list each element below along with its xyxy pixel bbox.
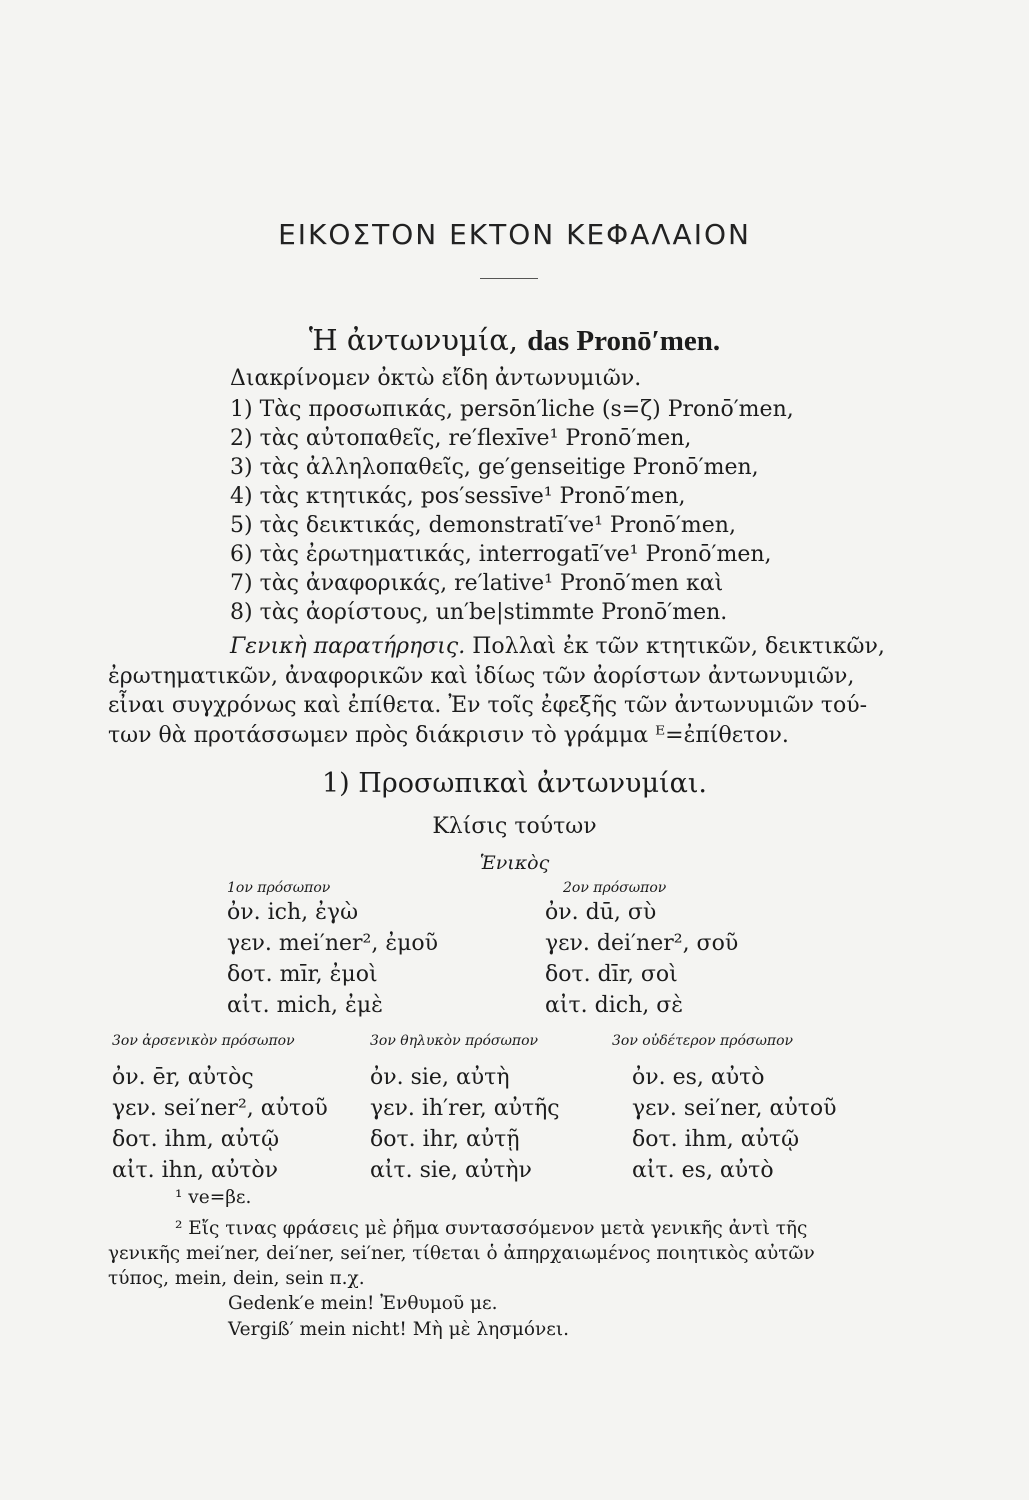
list-item: 8) τὰς ἀορίστους, un′be|stimmte Pronō′men. bbox=[230, 600, 728, 625]
footnote-2-line: γενικῆς mei′ner, dei′ner, sei′ner, τίθεται ὁ ἀπηρχαιωμένος ποιητικὸς αὐτῶν bbox=[108, 1243, 815, 1264]
declension-row: αἰτ. dich, σὲ bbox=[545, 993, 684, 1018]
person3-fem-column bbox=[370, 1062, 560, 1186]
remark-line: ἐρωτηματικῶν, ἀναφορικῶν καὶ ἰδίως τῶν ἀορίστων ἀντωνυμιῶν, bbox=[108, 663, 855, 689]
declension-row: αἰτ. sie, αὐτὴν bbox=[370, 1158, 532, 1183]
section-title: 1) Προσωπικαὶ ἀντωνυμίαι. bbox=[322, 768, 707, 799]
declension-row: ὀν. ich, ἐγὼ bbox=[227, 900, 359, 925]
remark-line: των θὰ προτάσσωμεν πρὸς διάκρισιν τὸ γράμμα ᴱ=ἐπίθετον. bbox=[108, 722, 789, 748]
main-title-greek: Ἡ ἀντωνυμία, bbox=[308, 323, 519, 357]
pronoun-type-list bbox=[230, 395, 794, 627]
footnote-2: ² Εἴς τινας φράσεις μὲ ῥῆμα συντασσόμενον μετὰ γενικῆς ἀντὶ τῆς bbox=[175, 1218, 808, 1239]
list-item: 5) τὰς δεικτικάς, demonstratī′ve¹ Pronō′men, bbox=[230, 513, 736, 538]
declension-row: αἰτ. ihn, αὐτὸν bbox=[112, 1158, 279, 1183]
person2-header: 2ον πρόσωπον bbox=[563, 880, 667, 896]
list-item: 6) τὰς ἐρωτηματικάς, interrogatī′ve¹ Pronō′men, bbox=[230, 542, 772, 567]
declension-row: ὀν. dū, σὺ bbox=[545, 900, 657, 925]
list-item: 3) τὰς ἀλληλοπαθεῖς, ge′genseitige Pronō′men, bbox=[230, 455, 759, 480]
declension-row: γεν. mei′ner², ἐμοῦ bbox=[227, 931, 439, 956]
declension-row: δοτ. ihm, αὐτῷ bbox=[112, 1127, 280, 1152]
remark-label: Γενικὴ παρατήρησις. bbox=[230, 634, 466, 659]
footnote-example: Vergiß′ mein nicht! Μὴ μὲ λησμόνει. bbox=[228, 1319, 570, 1340]
singular-label: Ἑνικὸς bbox=[479, 852, 550, 874]
person3-neut-header: 3ον οὐδέτερον πρόσωπον bbox=[612, 1033, 794, 1049]
declension-row: γεν. dei′ner², σοῦ bbox=[545, 931, 739, 956]
remark-line: Πολλαὶ ἐκ τῶν κτητικῶν, δεικτικῶν, bbox=[472, 634, 885, 659]
person3-neut-column bbox=[632, 1062, 837, 1186]
list-item: 7) τὰς ἀναφορικάς, re′lative¹ Pronō′men καὶ bbox=[230, 571, 724, 596]
declension-row: δοτ. ihm, αὐτῷ bbox=[632, 1127, 800, 1152]
declension-row: δοτ. mīr, ἐμοὶ bbox=[227, 962, 378, 987]
declension-row: γεν. sei′ner², αὐτοῦ bbox=[112, 1096, 328, 1121]
person2-column bbox=[545, 897, 738, 1021]
footnote-2-line: τύπος, mein, dein, sein π.χ. bbox=[108, 1268, 365, 1289]
declension-row: αἰτ. mich, ἐμὲ bbox=[227, 993, 383, 1018]
declension-row: ὀν. es, αὐτὸ bbox=[632, 1065, 765, 1090]
declension-row: αἰτ. es, αὐτὸ bbox=[632, 1158, 774, 1183]
list-item: 4) τὰς κτητικάς, pos′sessīve¹ Pronō′men, bbox=[230, 484, 686, 509]
list-item: 2) τὰς αὐτοπαθεῖς, re′flexīve¹ Pronō′men, bbox=[230, 426, 692, 451]
main-title-german: das Pronō′men. bbox=[527, 325, 721, 357]
declension-row: ὀν. ēr, αὐτὸς bbox=[112, 1065, 254, 1090]
list-item: 1) Τὰς προσωπικάς, persōn′liche (s=ζ) Pronō′men, bbox=[230, 397, 794, 422]
declension-title: Κλίσις τούτων bbox=[432, 814, 597, 839]
intro-line: Διακρίνομεν ὀκτὼ εἴδη ἀντωνυμιῶν. bbox=[230, 366, 642, 391]
chapter-title: ΕΙΚΟΣΤΟΝ ΕΚΤΟΝ ΚΕΦΑΛΑΙΟΝ bbox=[278, 218, 751, 251]
person3-fem-header: 3ον θηλυκὸν πρόσωπον bbox=[370, 1033, 539, 1049]
footnote-1: ¹ ve=βε. bbox=[175, 1187, 252, 1208]
general-remark bbox=[108, 632, 920, 750]
person1-header: 1ον πρόσωπον bbox=[227, 880, 331, 896]
person3-masc-column bbox=[112, 1062, 328, 1186]
declension-row: γεν. sei′ner, αὐτοῦ bbox=[632, 1096, 837, 1121]
remark-line: εἶναι συγχρόνως καὶ ἐπίθετα. Ἐν τοῖς ἐφεξῆς τῶν ἀντωνυμιῶν τού- bbox=[108, 693, 868, 719]
declension-row: γεν. ih′rer, αὐτῆς bbox=[370, 1096, 560, 1121]
declension-row: δοτ. ihr, αὐτῇ bbox=[370, 1127, 520, 1152]
declension-row: ὀν. sie, αὐτὴ bbox=[370, 1065, 510, 1090]
person3-masc-header: 3ον ἀρσενικὸν πρόσωπον bbox=[112, 1033, 295, 1049]
declension-row: δοτ. dīr, σοὶ bbox=[545, 962, 678, 987]
main-title bbox=[0, 323, 1029, 358]
title-divider bbox=[480, 278, 538, 279]
footnote-example: Gedenk′e mein! Ἐνθυμοῦ με. bbox=[228, 1293, 498, 1314]
person1-column bbox=[227, 897, 438, 1021]
